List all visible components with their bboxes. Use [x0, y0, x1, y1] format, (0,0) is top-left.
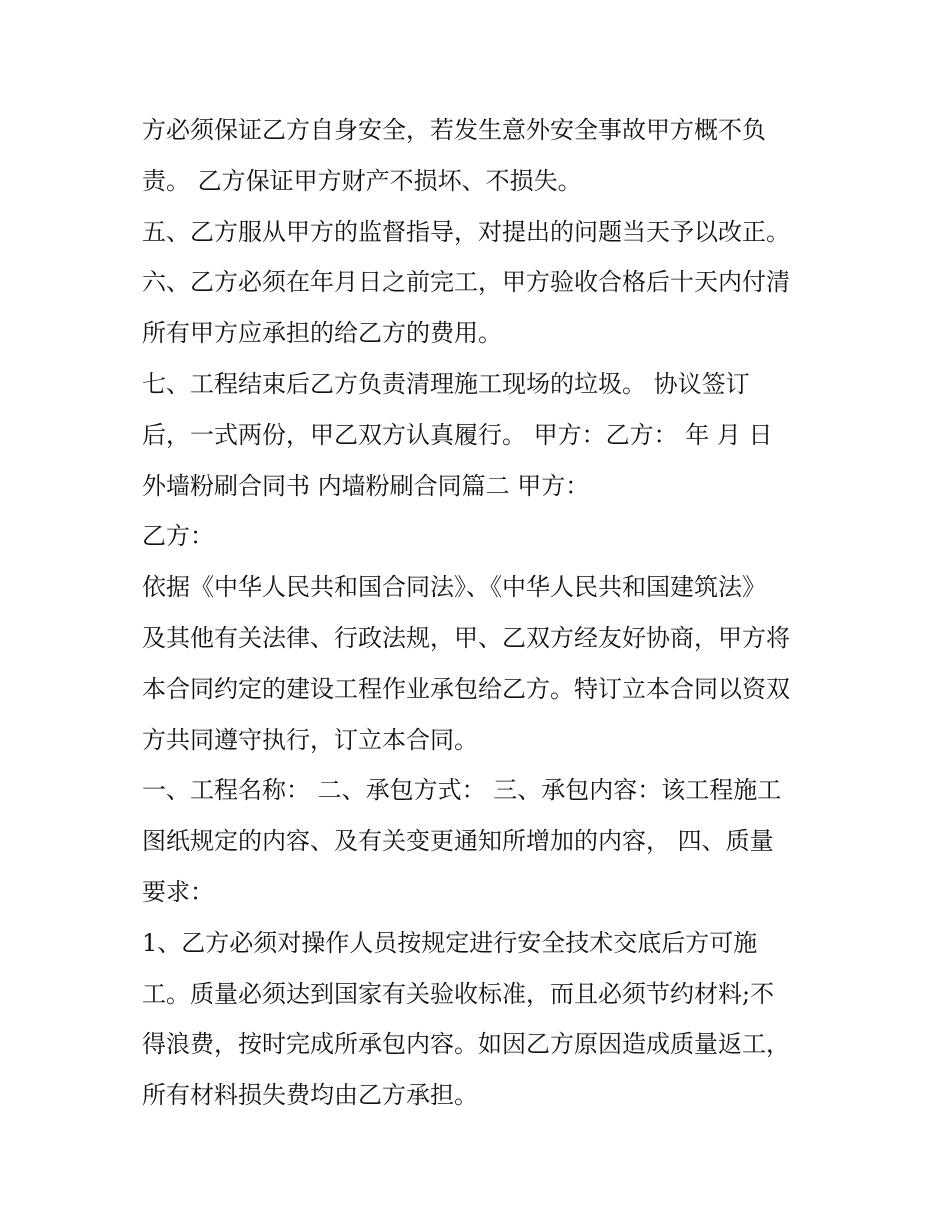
text-line: 工。质量必须达到国家有关验收标准，而且必须节约材料;不 — [142, 979, 775, 1008]
text-line: 五、乙方服从甲方的监督指导，对提出的问题当天予以改正。 — [142, 217, 790, 246]
text-line: 六、乙方必须在年月日之前完工，甲方验收合格后十天内付清 — [142, 268, 790, 297]
text-line: 本合同约定的建设工程作业承包给乙方。特订立本合同以资双 — [142, 674, 790, 703]
text-line: 七、工程结束后乙方负责清理施工现场的垃圾。 协议签订 — [142, 369, 750, 398]
text-line: 得浪费，按时完成所承包内容。如因乙方原因造成质量返工， — [142, 1030, 790, 1059]
text-line: 责。 乙方保证甲方财产不损坏、不损失。 — [142, 166, 582, 195]
text-line: 所有甲方应承担的给乙方的费用。 — [142, 319, 502, 348]
text-line: 1、乙方必须对操作人员按规定进行安全技术交底后方可施 — [142, 928, 758, 957]
text-line: 方共同遵守执行，订立本合同。 — [142, 725, 478, 754]
text-line: 及其他有关法律、行政法规，甲、乙双方经友好协商，甲方将 — [142, 623, 790, 652]
text-line: 要求： — [142, 877, 214, 906]
document-body — [142, 105, 832, 1121]
text-line: 图纸规定的内容、及有关变更通知所增加的内容， 四、质量 — [142, 827, 774, 856]
text-line: 方必须保证乙方自身安全，若发生意外安全事故甲方概不负 — [142, 116, 766, 144]
text-line: 乙方： — [142, 522, 214, 551]
text-line: 外墙粉刷合同书 内墙粉刷合同篇二 甲方： — [142, 471, 590, 500]
text-line: 依据《中华人民共和国合同法》、《中华人民共和国建筑法》 — [142, 573, 766, 602]
text-line: 一、工程名称： 二、承包方式： 三、承包内容：该工程施工 — [142, 776, 782, 805]
text-line: 后，一式两份，甲乙双方认真履行。 甲方：乙方： 年 月 日 — [142, 420, 773, 449]
text-line: 所有材料损失费均由乙方承担。 — [142, 1081, 478, 1110]
